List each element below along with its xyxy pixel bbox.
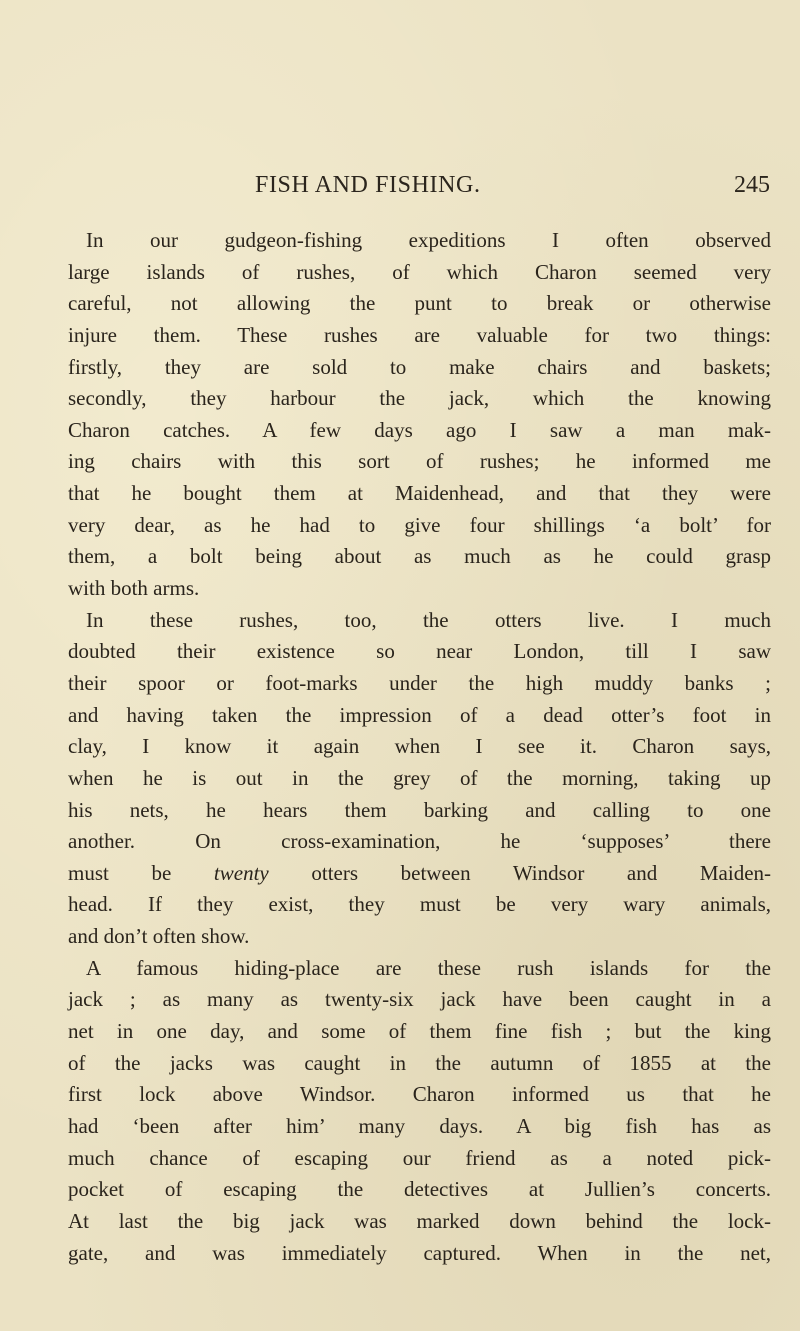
- page-number: 245: [734, 172, 770, 198]
- emphasis-word: twenty: [213, 860, 269, 885]
- text-line: doubted their existence so near London, till I saw: [68, 639, 771, 664]
- text-line: pocket of escaping the detectives at Jullien’s concerts.: [68, 1177, 771, 1202]
- text-line: head. If they exist, they must be very wary animals,: [68, 892, 771, 917]
- text-line: and having taken the impression of a dead otter’s foot in: [68, 702, 771, 727]
- text-line: secondly, they harbour the jack, which the knowing: [68, 386, 771, 411]
- text-line: had ‘been after him’ many days. A big fish has as: [68, 1113, 771, 1138]
- text-line-with-emphasis: [68, 858, 771, 890]
- text-line: gate, and was immediately captured. When in the net,: [68, 1240, 771, 1265]
- text-line: clay, I know it again when I see it. Charon says,: [68, 734, 771, 759]
- text-line: careful, not allowing the punt to break or otherwise: [68, 291, 771, 316]
- text-line: jack ; as many as twenty-six jack have been caught in a: [68, 987, 771, 1012]
- text-line: when he is out in the grey of the morning, taking up: [68, 765, 771, 790]
- text-line: that he bought them at Maidenhead, and that they were: [68, 481, 771, 506]
- text-line: large islands of rushes, of which Charon seemed very: [68, 259, 771, 284]
- text-line: firstly, they are sold to make chairs and baskets;: [68, 354, 771, 379]
- text-line: Charon catches. A few days ago I saw a man mak-: [68, 417, 771, 442]
- text-line: with both arms.: [68, 576, 200, 601]
- text-line: ing chairs with this sort of rushes; he informed me: [68, 449, 771, 474]
- running-head-title: FISH AND FISHING.: [255, 172, 481, 198]
- text-line: his nets, he hears them barking and calling to one: [68, 797, 771, 822]
- text-line: injure them. These rushes are valuable for two things:: [68, 322, 771, 347]
- text-line: of the jacks was caught in the autumn of 1855 at the: [68, 1050, 771, 1075]
- text-line: their spoor or foot-marks under the high muddy banks ;: [68, 670, 771, 695]
- text-line: first lock above Windsor. Charon informed us that he: [68, 1082, 771, 1107]
- running-head: [255, 172, 770, 202]
- body-text: [68, 225, 771, 1269]
- text-line: and don’t often show.: [68, 924, 250, 949]
- text-line: another. On cross-examination, he ‘supposes’ there: [68, 829, 771, 854]
- text-line: much chance of escaping our friend as a noted pick-: [68, 1145, 771, 1170]
- line-segment: must be: [68, 860, 172, 885]
- text-line: In these rushes, too, the otters live. I much: [86, 607, 771, 632]
- line-segment: otters between Windsor and Maiden-: [311, 860, 772, 885]
- text-line: very dear, as he had to give four shillings ‘a bolt’ for: [68, 512, 771, 537]
- text-line: In our gudgeon-fishing expeditions I often observed: [86, 228, 771, 252]
- text-line: A famous hiding-place are these rush islands for the: [86, 955, 771, 980]
- text-line: net in one day, and some of them fine fish ; but the king: [68, 1019, 771, 1044]
- text-line: At last the big jack was marked down behind the lock-: [68, 1208, 771, 1233]
- text-line: them, a bolt being about as much as he could grasp: [68, 544, 771, 569]
